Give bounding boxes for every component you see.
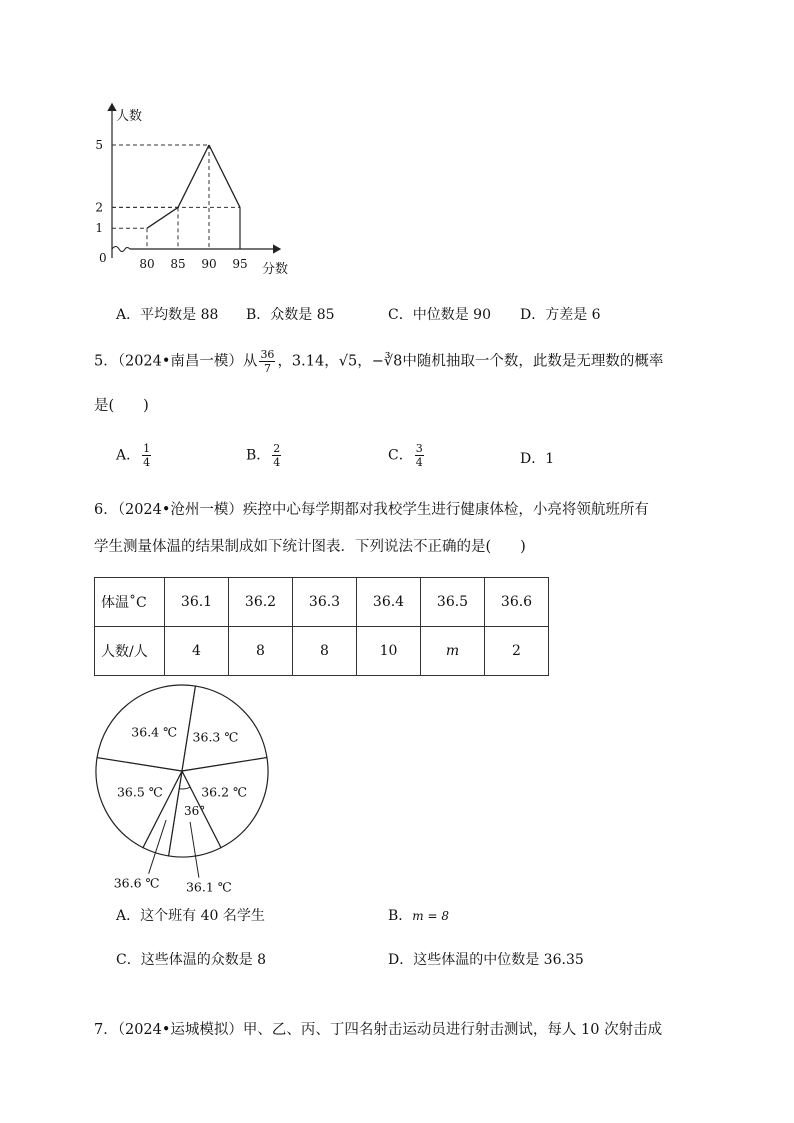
table-cell: 36.1 — [165, 578, 229, 627]
option-text: 众数是 85 — [270, 307, 335, 323]
option-letter: D． — [388, 952, 414, 968]
table-header-cell: 人数/人 — [95, 627, 165, 676]
q6-option-a[interactable] — [116, 905, 265, 925]
table-cell: 8 — [293, 627, 357, 676]
table-cell: 36.5 — [421, 578, 485, 627]
option-letter: A． — [116, 447, 141, 464]
option-letter: C． — [388, 447, 413, 464]
x-tick-label: 85 — [170, 257, 186, 271]
table-cell: 36.2 — [229, 578, 293, 627]
fraction-num: 2 — [273, 442, 281, 455]
q5-option-b[interactable] — [246, 442, 283, 469]
option-text: 1 — [545, 451, 555, 467]
fraction — [259, 348, 275, 375]
pie-label: 36.4 ℃ — [131, 724, 178, 740]
x-tick-label: 95 — [232, 257, 248, 271]
option-text: m = 8 — [412, 909, 449, 923]
option-letter: B． — [246, 447, 271, 464]
x-tick-label: 90 — [201, 257, 217, 271]
q5-suffix: 中随机抽取一个数，此数是无理数的概率 — [402, 353, 664, 370]
table-header-cell: 体温˚C — [95, 578, 165, 627]
pie-label: 36.2 ℃ — [201, 784, 248, 800]
fraction — [272, 442, 281, 469]
option-letter: C． — [116, 952, 141, 968]
table-cell: m — [421, 627, 485, 676]
option-text: 这个班有 40 名学生 — [140, 908, 265, 924]
table-cell: 36.6 — [485, 578, 549, 627]
temperature-pie-chart — [80, 680, 310, 895]
option-text: 方差是 6 — [545, 307, 601, 323]
fraction — [415, 442, 424, 469]
q6-stem-line2: 学生测量体温的结果制成如下统计图表．下列说法不正确的是( ) — [94, 539, 526, 555]
pie-label: 36.5 ℃ — [116, 784, 163, 800]
pie-slice — [182, 686, 267, 771]
neg-cube-root: −∛8 — [371, 353, 403, 370]
q6-option-c[interactable] — [116, 949, 266, 969]
fraction-num: 3 — [415, 442, 423, 455]
q5-stem — [94, 348, 663, 375]
y-tick-label: 2 — [95, 200, 103, 215]
temperature-table — [94, 577, 549, 676]
option-text: 这些体温的众数是 8 — [140, 952, 267, 968]
line-segment — [178, 145, 209, 207]
fraction-num: 1 — [143, 442, 151, 455]
q5-after-frac: ，3.14， — [277, 353, 339, 370]
score-line-chart — [0, 0, 794, 290]
option-text: 这些体温的中位数是 36.35 — [413, 952, 584, 968]
option-text: 中位数是 90 — [412, 307, 491, 323]
q6-option-b[interactable] — [388, 905, 449, 925]
table-cell: 36.3 — [293, 578, 357, 627]
table-cell: 2 — [485, 627, 549, 676]
option-letter: B． — [246, 307, 271, 323]
line-segment — [209, 145, 240, 207]
q6-option-d[interactable] — [388, 949, 584, 969]
option-text: 平均数是 88 — [140, 307, 219, 323]
fraction-den: 7 — [263, 362, 271, 375]
pie-label: 36.3 ℃ — [192, 729, 239, 745]
option-letter: A． — [116, 908, 141, 924]
fraction-den: 4 — [143, 456, 151, 469]
table-row — [95, 627, 549, 676]
fraction-den: 4 — [273, 456, 281, 469]
origin-label: 0 — [99, 251, 107, 265]
y-tick-label: 1 — [95, 221, 103, 236]
y-axis-label: 人数 — [116, 109, 143, 124]
q5-prefix: 5．（2024•南昌一模）从 — [94, 353, 258, 370]
option-letter: C． — [388, 307, 413, 323]
q5-option-c[interactable] — [388, 442, 426, 469]
table-row — [95, 578, 549, 627]
q5-option-a[interactable] — [116, 442, 153, 469]
table-cell: 36.4 — [357, 578, 421, 627]
table-cell: 8 — [229, 627, 293, 676]
pie-label: 36.6 ℃ — [113, 875, 160, 891]
q5-sep: ， — [357, 353, 372, 370]
x-tick-label: 80 — [139, 257, 155, 271]
x-axis-label: 分数 — [262, 262, 289, 277]
fraction-num: 36 — [260, 348, 275, 361]
angle-label: 36° — [184, 804, 206, 818]
sqrt-five: √5 — [338, 353, 358, 370]
q6-stem-line1: 6．（2024•沧州一模）疾控中心每学期都对我校学生进行健康体检，小亮将领航班所有 — [94, 502, 649, 518]
table-cell: 4 — [165, 627, 229, 676]
q7-stem-line1: 7．（2024•运城模拟）甲、乙、丙、丁四名射击运动员进行射击测试，每人 10 次射击成 — [94, 1022, 663, 1038]
q4-option-d[interactable] — [520, 304, 601, 324]
table-cell: 10 — [357, 627, 421, 676]
option-letter: A． — [116, 307, 141, 323]
line-segment — [147, 207, 178, 228]
option-letter: D． — [520, 451, 546, 467]
pie-label: 36.1 ℃ — [185, 879, 232, 895]
y-tick-label: 5 — [95, 138, 103, 152]
axis-break — [112, 247, 130, 252]
fraction — [142, 442, 151, 469]
option-letter: D． — [520, 307, 546, 323]
q4-option-c[interactable] — [388, 304, 491, 324]
option-letter: B． — [388, 908, 413, 924]
q4-option-b[interactable] — [246, 304, 335, 324]
q5-option-d[interactable] — [520, 448, 554, 468]
q5-stem-line2: 是( ) — [94, 398, 149, 414]
q4-option-a[interactable] — [116, 304, 218, 324]
fraction-den: 4 — [415, 456, 423, 469]
